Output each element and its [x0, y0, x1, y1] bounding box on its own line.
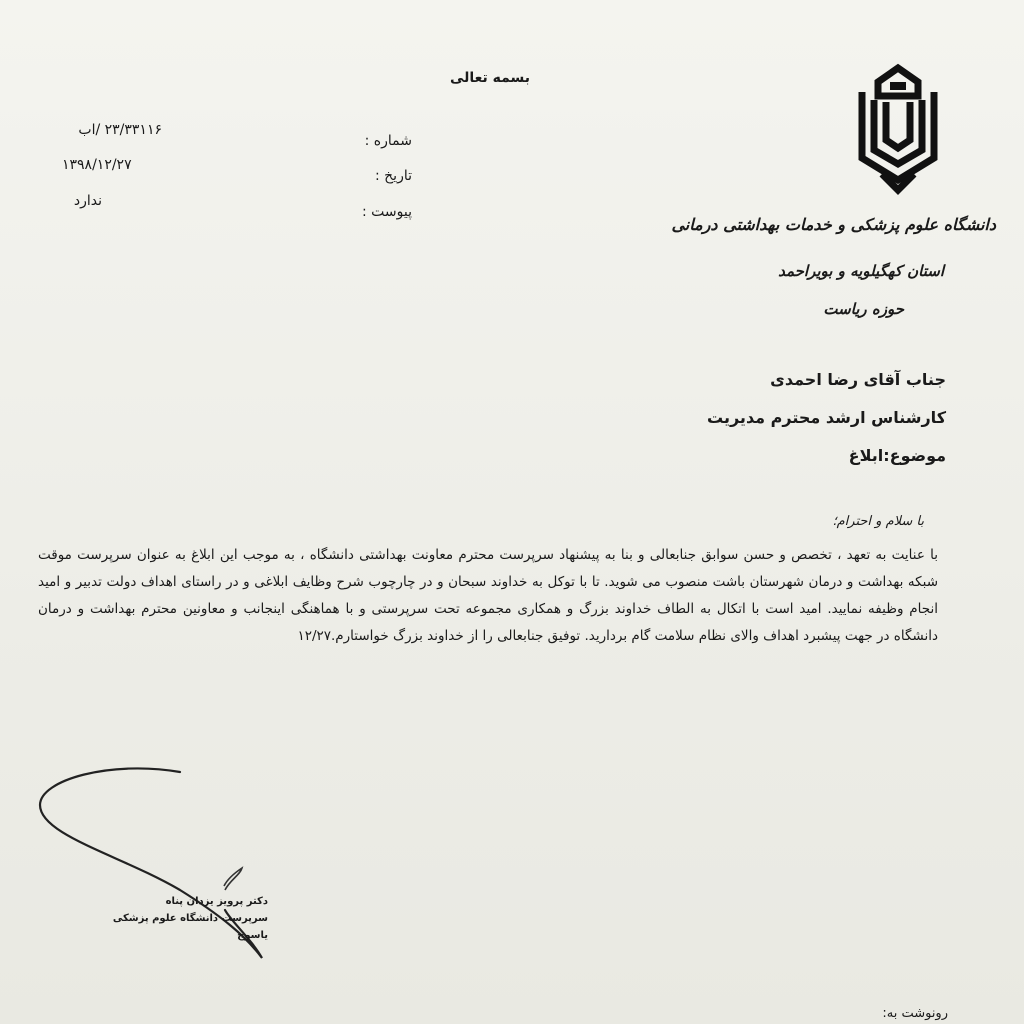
addressee-title: کارشناس ارشد محترم مدیریت — [707, 408, 946, 427]
signatory-block — [108, 893, 268, 944]
salutation: با سلام و احترام؛ — [832, 514, 924, 529]
signatory-name: دکتر پرویز یزدان پناه — [165, 896, 268, 907]
bismillah-heading: بسمه تعالی — [449, 70, 531, 86]
number-label: شماره : — [364, 133, 412, 149]
attachment-value: ندارد — [73, 193, 102, 209]
attachment-label: پیوست : — [362, 204, 412, 220]
number-value: ۲۳/۳۳۱۱۶ /اب — [78, 122, 162, 138]
letter-subject: موضوع:ابلاغ — [848, 446, 946, 465]
organization-name: دانشگاه علوم پزشکی و خدمات بهداشتی درمانی — [671, 215, 996, 234]
date-value: ۱۳۹۸/۱۲/۲۷ — [62, 157, 132, 173]
addressee-name: جناب آقای رضا احمدی — [770, 370, 946, 389]
cc-label: رونوشت به: — [882, 1006, 948, 1021]
letter-body: با عنایت به تعهد ، تخصص و حسن سوابق جنابعالی و بنا به پیشنهاد سرپرست محترم معاونت بهداشتی دانشگاه ، به موجب این ابلاغ به عنوان سرپرست موقت شبکه بهداشت و درمان شهرستان باشت منصوب می شوید. تا با توکل به خداوند سبحان و در چارچوب شرح وظایف ابلاغی و در راستای اهداف دولت تدبیر و امید انجام وظیفه نمایید. امید است با اتکال به الطاف خداوند بزرگ و همکاری مجموعه تحت سرپرستی و با هماهنگی اینجانب و معاونین محترم بهداشت و درمان دانشگاه در جهت پیشبرد اهداف والای نظام سلامت گام بردارید. توفیق جنابعالی را از خداوند بزرگ خواستارم.۱۲/۲۷ — [38, 547, 938, 644]
university-logo-icon — [852, 62, 944, 198]
organization-office: حوزه ریاست — [823, 300, 904, 318]
organization-province: استان کهگیلویه و بویراحمد — [778, 262, 944, 280]
date-label: تاریخ : — [374, 168, 412, 184]
signatory-title: سرپرست دانشگاه علوم پزشکی یاسوج — [112, 913, 268, 941]
